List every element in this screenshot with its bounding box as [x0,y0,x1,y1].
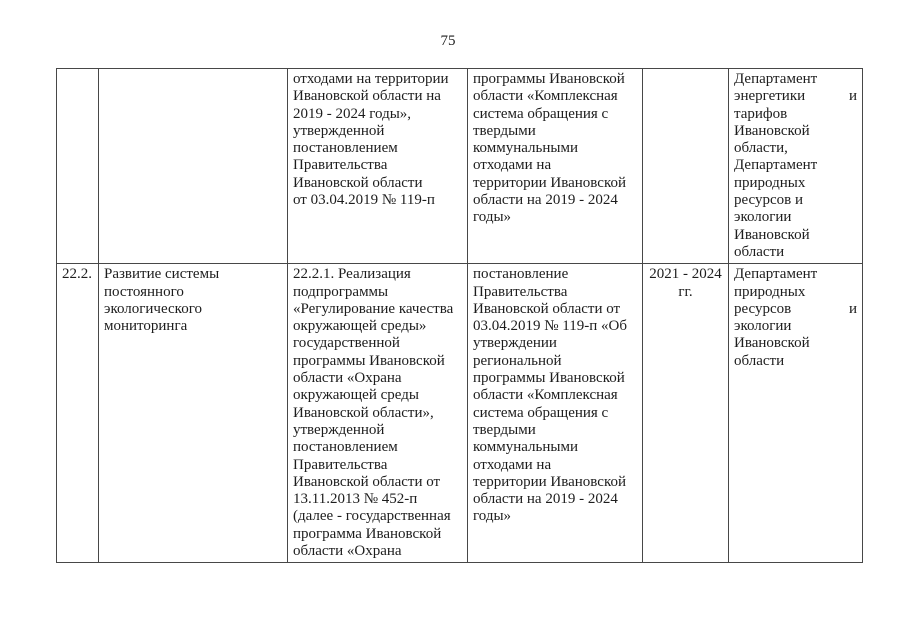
document-table [56,68,863,563]
text-line: постановлением [293,439,398,456]
text-line: территории Ивановской [473,174,627,191]
text-line: области на 2019 - 2024 [473,192,618,209]
table-row [57,264,863,563]
cell-item-number: 22.2. [57,264,99,563]
text-line: программы Ивановской [473,370,625,387]
text-line: окружающей среды [293,387,419,404]
text-line: области «Комплексная [473,387,618,404]
cell-legal-document [468,264,643,563]
text-line: экологического [104,300,202,317]
text-line: постановление [473,266,569,283]
text-line: программы Ивановской [293,352,445,369]
text-line: программы Ивановской [473,71,625,87]
text-line: Департамент [734,157,818,174]
text-line: мониторинга [104,318,188,335]
text-line: Правительства [293,456,388,473]
text-line: утвержденной [293,122,385,139]
text-line: постановлением [293,140,398,157]
text-line: утверждении [473,335,557,352]
text-line: 03.04.2019 № 119-п «Об [473,318,627,335]
text-line: Ивановской области [293,174,423,191]
text-line: (далее - государственная [293,508,451,525]
text-line: Ивановской области от [293,473,441,490]
text-line: программа Ивановской [293,525,442,542]
text-line: ресурсов и [734,192,804,209]
text-line: области, [734,140,788,157]
text-line: региональной [473,352,562,369]
text-line: гг. [678,283,693,300]
text-line: ресурсов и [734,300,857,317]
text-line: коммунальными [473,140,578,157]
text-line: годы» [473,209,512,226]
text-line: «Регулирование качества [293,300,454,317]
text-line: от 03.04.2019 № 119-п [293,192,435,209]
text-line: природных [734,283,806,300]
text-line: 22.2.1. Реализация [293,266,411,283]
text-line: области на 2019 - 2024 [473,491,618,508]
text-line: области [734,243,785,260]
text-line: отходами на [473,456,552,473]
text-line: Департамент [734,266,818,283]
text-line: области «Охрана [293,370,402,387]
cell-executor-department [729,264,863,563]
text-line: коммунальными [473,439,578,456]
text-line: Правительства [293,157,388,174]
text-line: области [734,352,785,369]
text-line: Ивановской [734,122,810,139]
text-line: Ивановской области на [293,88,441,105]
page-number: 75 [440,33,456,49]
text-line: Ивановской области», [293,404,434,421]
text-line: государственной [293,335,400,352]
text-line: 2019 - 2024 годы», [293,105,412,122]
cell-activity [288,264,468,563]
cell-executor-department [729,69,863,264]
text-line: подпрограммы [293,283,389,300]
text-line: области «Охрана [293,543,402,560]
cell-period [643,69,729,264]
cell-item-number [57,69,99,264]
text-line: постоянного [104,283,184,300]
text-line: области «Комплексная [473,88,618,105]
text-line: отходами на территории [293,71,449,87]
text-line: отходами на [473,157,552,174]
text-line: Департамент [734,71,818,87]
text-line: 13.11.2013 № 452-п [293,491,418,508]
text-line: тарифов [734,105,788,122]
text-line: Ивановской области от [473,300,621,317]
text-line: окружающей среды» [293,318,427,335]
cell-direction-name [99,69,288,264]
text-line: энергетики и [734,88,857,105]
text-line: 2021 - 2024 [649,266,722,283]
table-row [57,69,863,264]
text-line: экологии [734,209,792,226]
text-line: территории Ивановской [473,473,627,490]
text-line: Развитие системы [104,266,220,283]
cell-period [643,264,729,563]
cell-activity [288,69,468,264]
text-line: твердыми [473,421,536,438]
text-line: годы» [473,508,512,525]
text-line: твердыми [473,122,536,139]
text-line: Ивановской [734,335,810,352]
text-line: система обращения с [473,105,609,122]
text-line: природных [734,174,806,191]
text-line: экологии [734,318,792,335]
text-line: Правительства [473,283,568,300]
text-line: Ивановской [734,226,810,243]
cell-direction-name [99,264,288,563]
text-line: утвержденной [293,421,385,438]
cell-legal-document [468,69,643,264]
text-line: система обращения с [473,404,609,421]
